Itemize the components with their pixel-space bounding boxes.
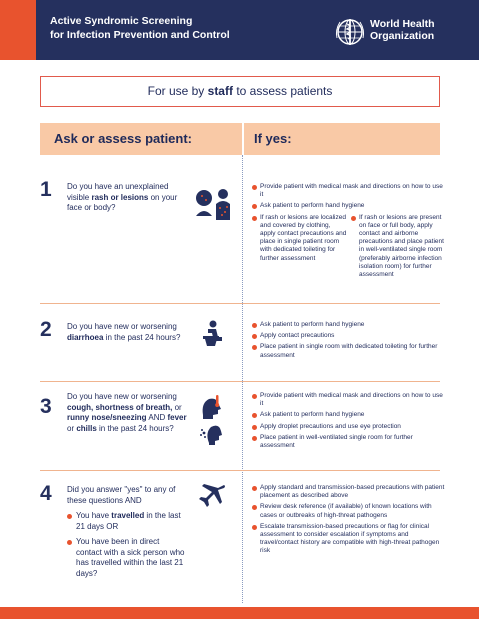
actions-4 <box>252 484 447 559</box>
action-item: Place patient in single room with dedicated toileting for further assessment <box>252 343 447 359</box>
action-item: If rash or lesions are localized and covered by clothing, apply contact precautions and place in single patient room with dedicated toileting for further assessment <box>252 214 347 280</box>
action-item: Apply standard and transmission-based precautions with patient placement as described above <box>252 484 447 500</box>
question-3: Do you have new or worsening cough, shortness of breath, or runny nose/sneezing AND fever or chills in the past 24 hours? <box>67 392 187 433</box>
airplane-icon <box>198 484 226 512</box>
question-1: Do you have an unexplained visible rash or lesions on your face or body? <box>67 182 178 212</box>
document-title: Active Syndromic Screening for Infection Prevention and Control <box>50 15 230 41</box>
action-item: Review desk reference (if available) of known locations with cases or outbreaks of high-threat pathogens <box>252 503 447 519</box>
action-item: Ask patient to perform hand hygiene <box>252 321 447 329</box>
conditional-actions <box>252 214 447 283</box>
row-separator <box>40 303 440 304</box>
row-number-4: 4 <box>40 482 52 505</box>
question-2: Do you have new or worsening diarrhoea in the past 24 hours? <box>67 322 181 342</box>
header-accent-strip <box>0 0 36 60</box>
thermometer-head-icon <box>199 393 223 419</box>
actions-3 <box>252 392 447 453</box>
action-item: Apply contact precautions <box>252 332 447 340</box>
action-item: Ask patient to perform hand hygiene <box>252 411 447 419</box>
action-item: Escalate transmission-based precautions or flag for clinical assessment to consider escalation if symptoms and travel/contact history are compatible with high-threat pathogen risk <box>252 523 447 556</box>
row-number-3: 3 <box>40 395 52 418</box>
row-separator <box>40 470 440 471</box>
audience-banner: For use by staff to assess patients <box>40 76 440 107</box>
action-item: Provide patient with medical mask and directions on how to use it <box>252 183 447 199</box>
question-4-condition-travel: You have travelled in the last 21 days OR <box>67 511 185 532</box>
org-name: World Health Organization <box>370 18 435 42</box>
action-item: Ask patient to perform hand hygiene <box>252 202 447 210</box>
column-header-if-yes: If yes: <box>244 123 440 155</box>
column-header-ask: Ask or assess patient: <box>40 123 242 155</box>
coughing-person-icon <box>199 421 223 445</box>
row-separator <box>40 381 440 382</box>
action-item: Provide patient with medical mask and directions on how to use it <box>252 392 447 408</box>
action-item: Apply droplet precautions and use eye protection <box>252 423 447 431</box>
action-item: If rash or lesions are present on face or full body, apply contact and airborne precautions and place patient in well-ventilated single room (preferably airborne infection isolation room) for further assessment <box>351 214 446 280</box>
actions-2 <box>252 321 447 363</box>
who-emblem-icon <box>334 16 366 48</box>
question-4-condition-contact: You have been in direct contact with a sick person who has travelled within the last 21 days? <box>67 537 185 579</box>
rash-face-body-icon <box>193 186 235 222</box>
column-divider <box>242 155 243 603</box>
footer-accent-bar <box>0 607 479 619</box>
header-bar <box>36 0 479 60</box>
action-item: Place patient in well-ventilated single room for further assessment <box>252 434 447 450</box>
toilet-person-icon <box>199 319 227 347</box>
row-number-2: 2 <box>40 318 52 341</box>
actions-1 <box>252 183 447 282</box>
question-4: Did you answer "yes" to any of these questions AND You have travelled in the last 21 days OR You have been in direct contact with a sick person who has travelled within the last 21 days? <box>67 485 185 578</box>
row-number-1: 1 <box>40 178 52 201</box>
